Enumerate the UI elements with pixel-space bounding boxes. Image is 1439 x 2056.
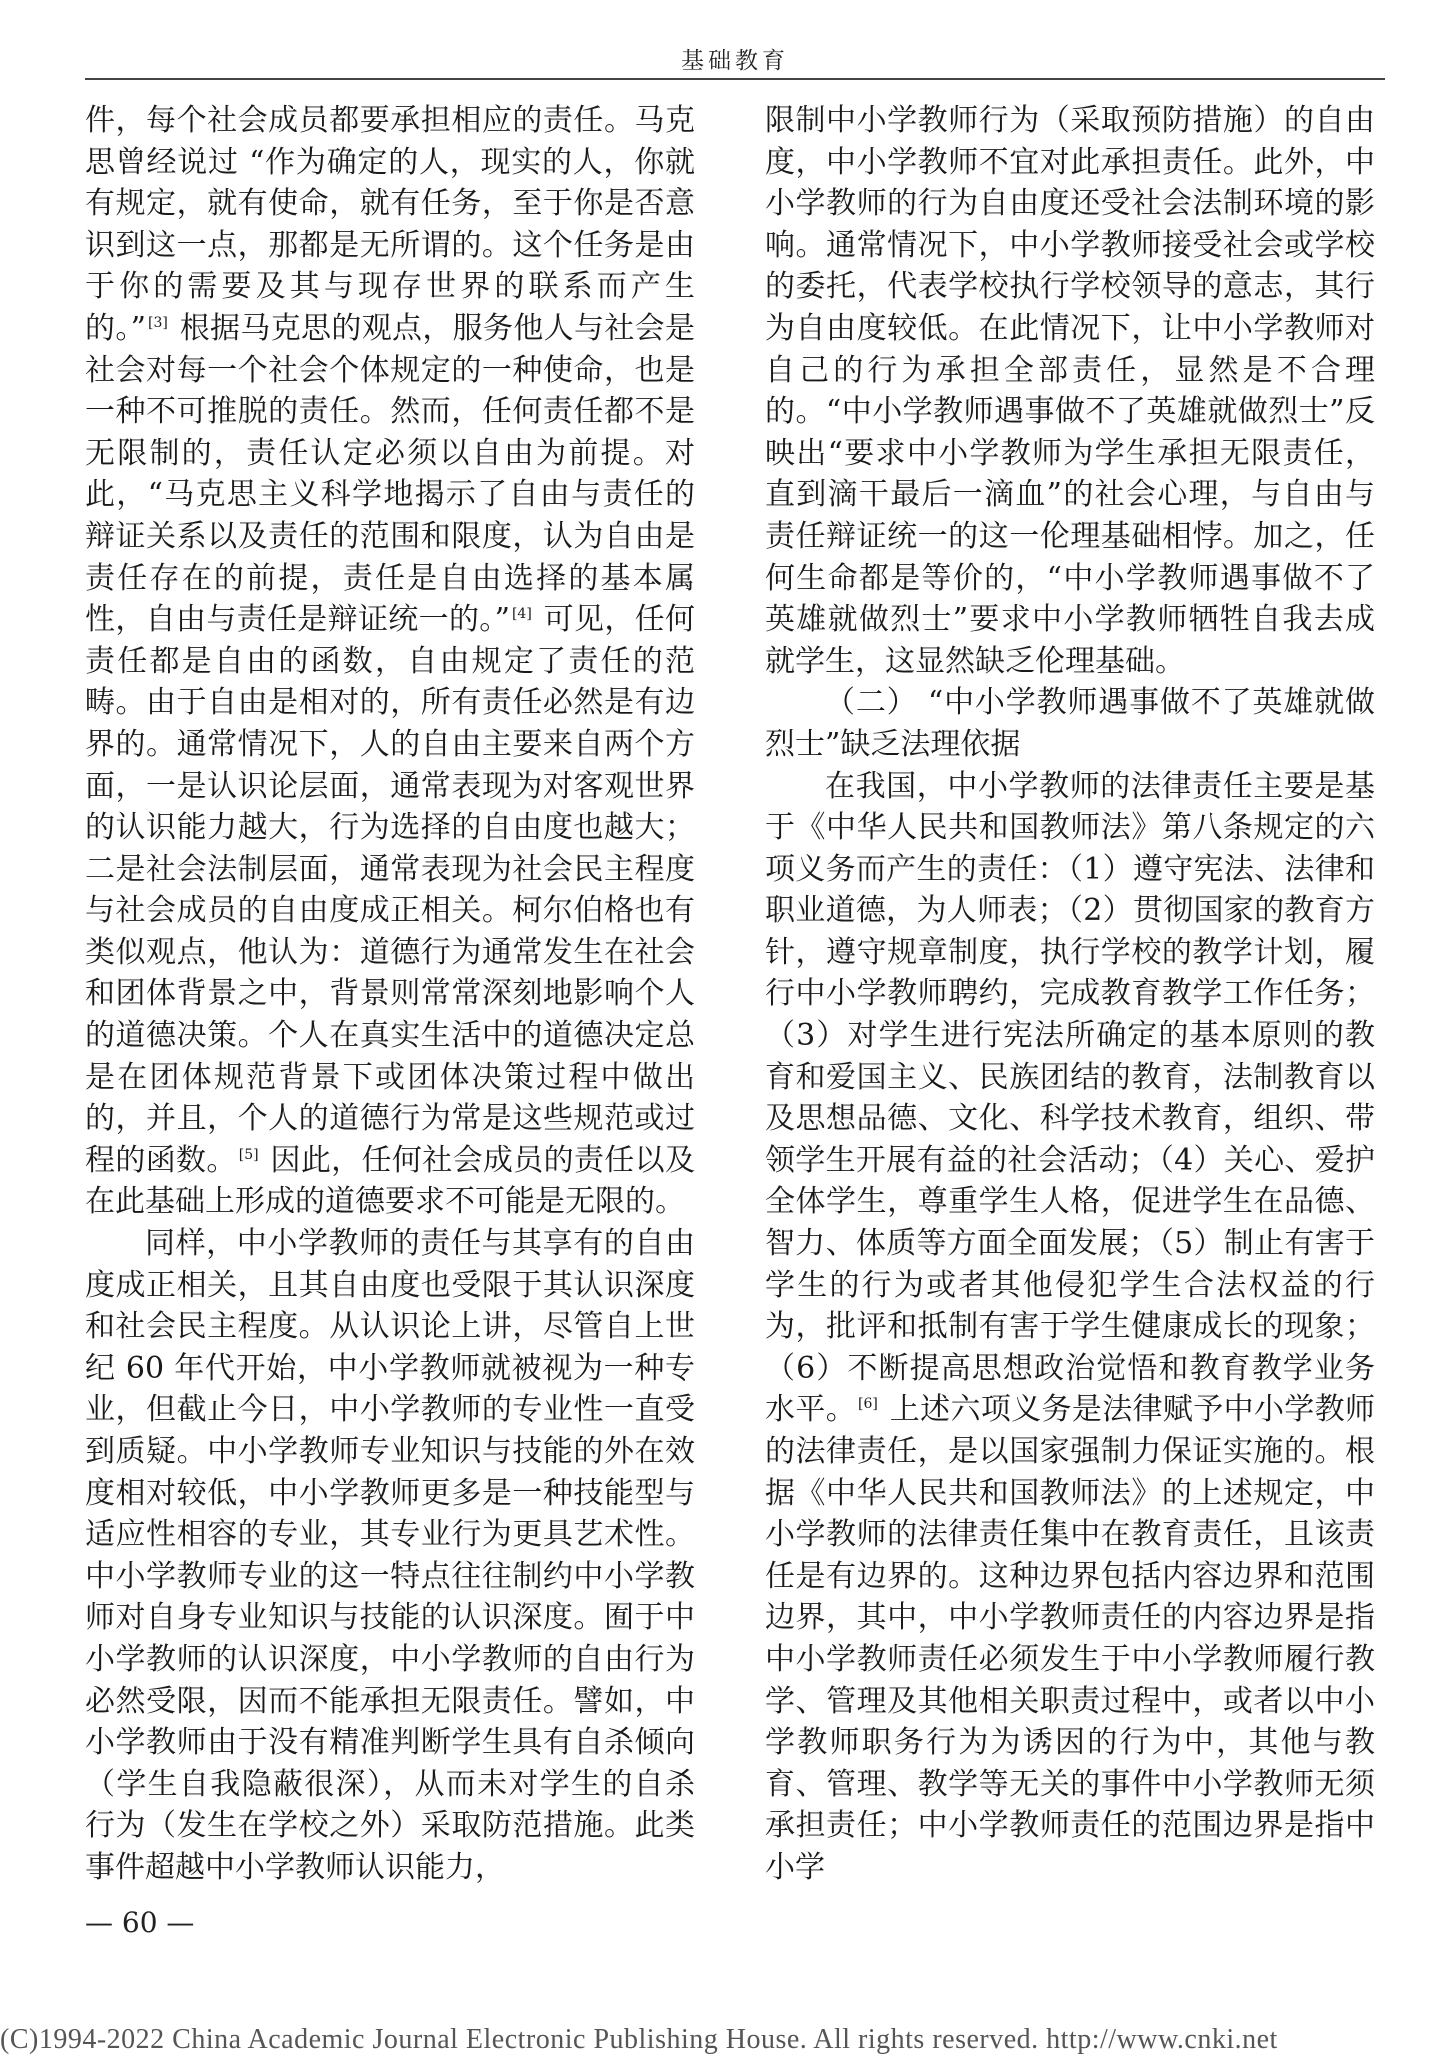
citation-ref: [3] (148, 314, 168, 331)
paragraph (765, 766, 1375, 1889)
section-heading: （二） “中小学教师遇事做不了英雄就做烈士”缺乏法理依据 (765, 685, 1375, 762)
paragraph (85, 100, 695, 1223)
citation-ref: [4] (511, 606, 532, 623)
page-number: — 60 — (85, 1906, 195, 1939)
text-run: 根据马克思的观点，服务他人与社会是社会对每一个社会个体规定的一种使命，也是一种不可推脱的责任。然而，任何责任都不是无限制的，责任认定必须以自由为前提。对此，“马克思主义科学地揭示了自由与责任的辩证关系以及责任的范围和限度，认为自由是责任存在的前提，责任是自由选择的基本属性，自由与责任是辩证统一的。” (85, 310, 695, 638)
text-run: 件，每个社会成员都要承担相应的责任。马克思曾经说过 “作为确定的人，现实的人，你就有规定，就有使命，就有任务，至于你是否意识到这一点，那都是无所谓的。这个任务是由于你的需要及其与现存世界的联系而产生的。” (85, 103, 695, 346)
text-run: 在我国，中小学教师的法律责任主要是基于《中华人民共和国教师法》第八条规定的六项义务而产生的责任：（1）遵守宪法、法律和职业道德，为人师表；（2）贯彻国家的教育方针，遵守规章制度，执行学校的教学计划，履行中小学教师聘约，完成教育教学工作任务；（3）对学生进行宪法所确定的基本原则的教育和爱国主义、民族团结的教育，法制教育以及思想品德、文化、科学技术教育，组织、带领学生开展有益的社会活动；（4）关心、爱护全体学生，尊重学生人格，促进学生在品德、智力、体质等方面全面发展；（5）制止有害于学生的行为或者其他侵犯学生合法权益的行为，批评和抵制有害于学生健康成长的现象；（6）不断提高思想政治觉悟和教育教学业务水平。 (765, 768, 1375, 1428)
paragraph: 同样，中小学教师的责任与其享有的自由度成正相关，且其自由度也受限于其认识深度和社会民主程度。从认识论上讲，尽管自上世纪 60 年代开始，中小学教师就被视为一种专业，但截止今日，中小学教师的专业性一直受到质疑。中小学教师专业知识与技能的外在效度相对较低，中小学教师更多是一种技能型与适应性相容的专业，其专业行为更具艺术性。中小学教师专业的这一特点往往制约中小学教师对自身专业知识与技能的认识深度。囿于中小学教师的认识深度，中小学教师的自由行为必然受限，因而不能承担无限责任。譬如，中小学教师由于没有精准判断学生具有自杀倾向（学生自我隐蔽很深），从而未对学生的自杀行为（发生在学校之外）采取防范措施。此类事件超越中小学教师认识能力， (85, 1226, 695, 1885)
right-column (765, 100, 1375, 1889)
citation-ref: [5] (238, 1146, 259, 1163)
running-header: 基础教育 (681, 48, 789, 74)
text-run: 可见，任何责任都是自由的函数，自由规定了责任的范畴。由于自由是相对的，所有责任必然是有边界的。通常情况下，人的自由主要来自两个方面，一是认识论层面，通常表现为对客观世界的认识能力越大，行为选择的自由度也越大；二是社会法制层面，通常表现为社会民主程度与社会成员的自由度成正相关。柯尔伯格也有类似观点，他认为：道德行为通常发生在社会和团体背景之中，背景则常常深刻地影响个人的道德决策。个人在真实生活中的道德决定总是在团体规范背景下或团体决策过程中做出的，并且，个人的道德行为常是这些规范或过程的函数。 (85, 602, 695, 1178)
paragraph: 限制中小学教师行为（采取预防措施）的自由度，中小学教师不宜对此承担责任。此外，中小学教师的行为自由度还受社会法制环境的影响。通常情况下，中小学教师接受社会或学校的委托，代表学校执行学校领导的意志，其行为自由度较低。在此情况下，让中小学教师对自己的行为承担全部责任，显然是不合理的。“中小学教师遇事做不了英雄就做烈士”反映出“要求中小学教师为学生承担无限责任，直到滴干最后一滴血”的社会心理，与自由与责任辩证统一的这一伦理基础相悖。加之，任何生命都是等价的，“中小学教师遇事做不了英雄就做烈士”要求中小学教师牺牲自我去成就学生，这显然缺乏伦理基础。 (765, 103, 1375, 679)
text-run: 因此，任何社会成员的责任以及在此基础上形成的道德要求不可能是无限的。 (85, 1142, 695, 1220)
left-column (85, 100, 695, 1889)
copyright-footer: (C)1994-2022 China Academic Journal Electronic Publishing House. All rights reserved. http://www.cnki.net (0, 2024, 1278, 2055)
text-run: 上述六项义务是法律赋予中小学教师的法律责任，是以国家强制力保证实施的。根据《中华人民共和国教师法》的上述规定，中小学教师的法律责任集中在教育责任，且该责任是有边界的。这种边界包括内容边界和范围边界，其中，中小学教师责任的内容边界是指中小学教师责任必须发生于中小学教师履行教学、管理及其他相关职责过程中，或者以中小学教师职务行为为诱因的行为中，其他与教育、管理、教学等无关的事件中小学教师无须承担责任；中小学教师责任的范围边界是指中小学 (765, 1392, 1375, 1885)
citation-ref: [6] (858, 1396, 878, 1413)
header-rule (85, 78, 1385, 80)
